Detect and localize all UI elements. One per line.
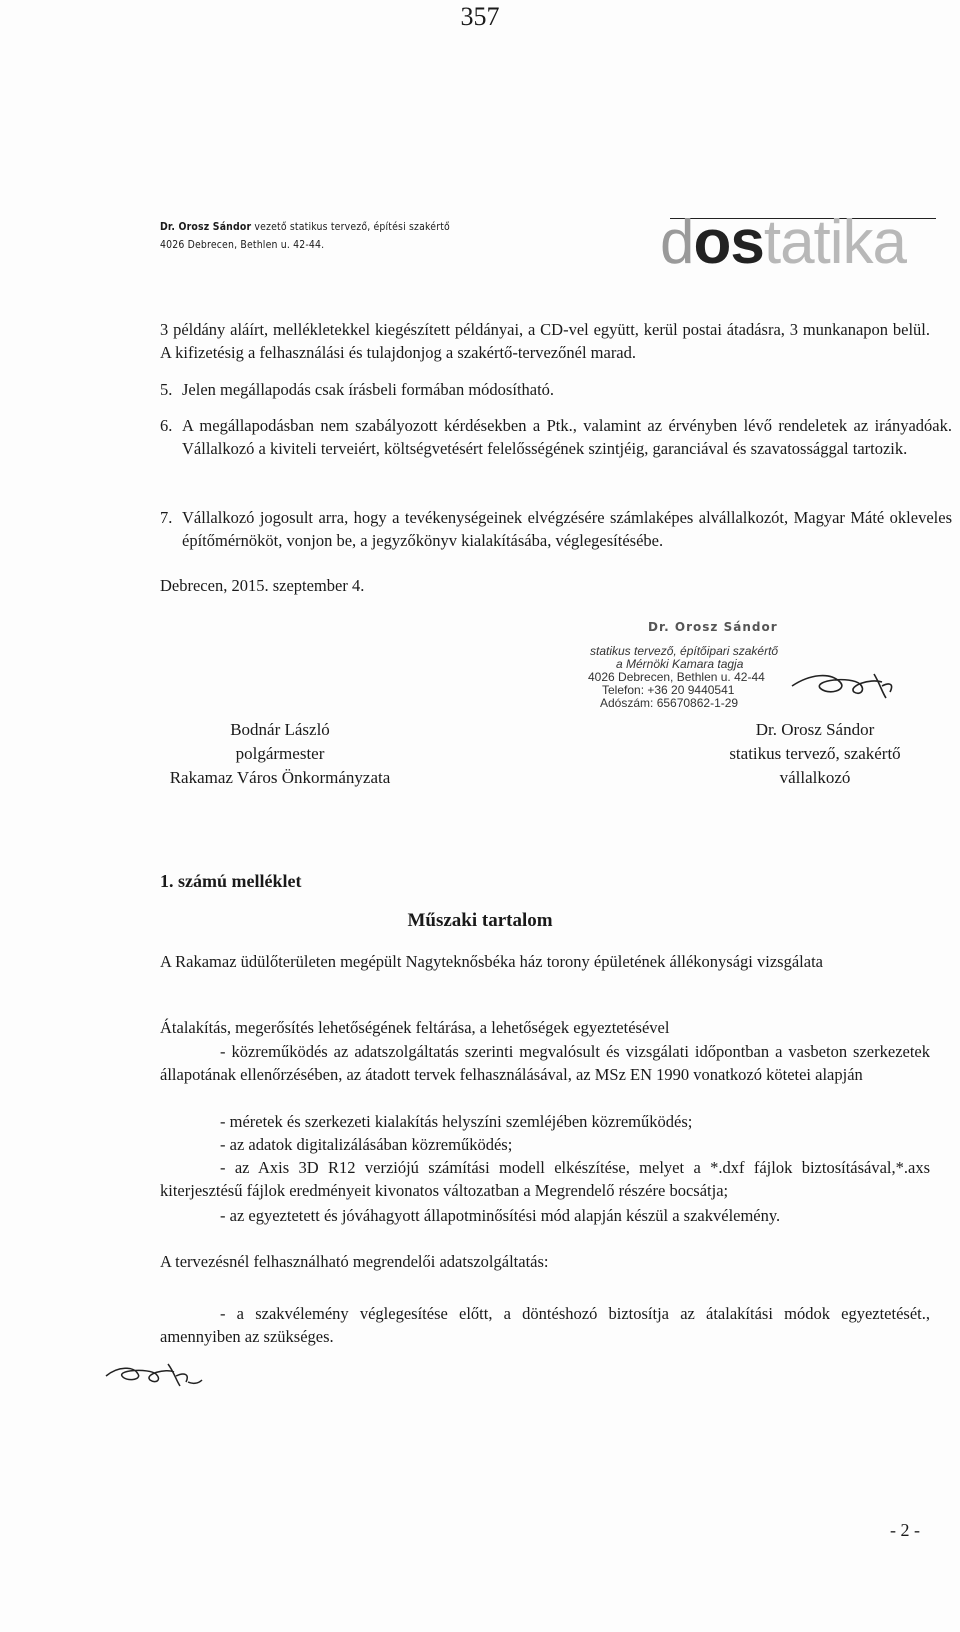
signature-left — [130, 718, 430, 790]
header-name-role: vezető statikus tervező, építési szakértő — [254, 220, 450, 233]
header-name — [160, 220, 450, 233]
item-5-number: 5. — [160, 380, 173, 399]
stamp-line-3: 4026 Debrecen, Bethlen u. 42-44 — [588, 670, 765, 684]
signature-right-title: statikus tervező, szakértő — [729, 744, 901, 763]
signature-left-org: Rakamaz Város Önkormányzata — [169, 768, 391, 787]
item-6-text: A megállapodásban nem szabályozott kérdésekben a Ptk., valamint az érvényben lévő rendeletek az irányadóak. Vállalkozó a kiviteli terveiért, költségvetésért felelősségének szintjéig, garanciával és szavatossággal tartozik. — [182, 416, 952, 458]
appendix-bullet-3: - az adatok digitalizálásában közreműködés; — [220, 1135, 513, 1154]
page-number: 357 — [460, 2, 500, 31]
logo-part-1: d — [660, 208, 694, 277]
stamp-line-5: Adószám: 65670862-1-29 — [600, 696, 739, 710]
item-5 — [160, 378, 930, 401]
logo-part-2: os — [693, 208, 764, 277]
item-7 — [160, 506, 952, 552]
stamp-title: Dr. Orosz Sándor — [648, 620, 778, 634]
signature-right-name: Dr. Orosz Sándor — [755, 720, 875, 739]
appendix-intro: Átalakítás, megerősítés lehetőségének feltárása, a lehetőségek egyeztetésével — [160, 1018, 670, 1037]
dostatika-logo — [660, 208, 907, 277]
footer-page-number: - 2 - — [890, 1520, 920, 1540]
appendix-bullet-2: - méretek és szerkezeti kialakítás helyszíni szemléjében közreműködés; — [220, 1112, 693, 1131]
stamp-line-4: Telefon: +36 20 9440541 — [602, 683, 735, 697]
item-6 — [160, 414, 952, 460]
item-7-text: Vállalkozó jogosult arra, hogy a tevékenységeinek elvégzésére számlaképes alvállalkozót, Magyar Máté okleveles építőmérnököt, vonjon be, a jegyzőkönyv kialakításába, véglegesítésébe. — [182, 508, 952, 550]
stamp-line-1: statikus tervező, építőipari szakértő — [590, 644, 779, 658]
item-6-number: 6. — [160, 416, 173, 435]
place-date: Debrecen, 2015. szeptember 4. — [160, 576, 365, 595]
data-item: - a szakvélemény véglegesítése előtt, a döntéshozó biztosítja az átalakítási módok egyeztetését., amennyiben az szükséges. — [160, 1304, 930, 1346]
logo-part-3: tatika — [763, 208, 907, 277]
signature-left-name: Bodnár László — [230, 720, 330, 739]
signature-right-image — [790, 664, 900, 704]
item-7-number: 7. — [160, 508, 173, 527]
initials-signature-image — [104, 1358, 204, 1388]
appendix-bullet-1: - közreműködés az adatszolgáltatás szerinti megvalósult és vizsgálati időpontban a vasbeton szerkezetek állapotának ellenőrzésében, az átadott tervek felhasználásával, az MSz EN 1990 vonatkozó kötetei alapján — [160, 1042, 930, 1084]
signature-right-org: vállalkozó — [779, 768, 851, 787]
paragraph-copies: 3 példány aláírt, mellékletekkel kiegészített példányai, a CD-vel együtt, kerül postai átadásra, 3 munkanapon belül. A kifizetésig a felhasználási és tulajdonjog a szakértő-tervezőnél marad. — [160, 320, 930, 362]
appendix-bullet-4: - az Axis 3D R12 verziójú számítási modell elkészítése, melyet a *.dxf fájlok biztosításával,*.axs kiterjesztésű fájlok eredményeit kivonatos változatban a Megrendelő részére bocsátja; — [160, 1158, 930, 1200]
appendix-bullet-5: - az egyeztetett és jóváhagyott állapotminősítési mód alapján készül a szakvélemény. — [220, 1206, 781, 1225]
appendix-subject: A Rakamaz üdülőterületen megépült Nagyteknősbéka ház torony épületének állékonysági vizsgálata — [160, 952, 823, 971]
data-heading: A tervezésnél felhasználható megrendelői adatszolgáltatás: — [160, 1252, 549, 1271]
header-name-bold: Dr. Orosz Sándor — [160, 220, 252, 233]
signature-right — [680, 718, 950, 790]
stamp-line-2: a Mérnöki Kamara tagja — [616, 657, 744, 671]
header-address: 4026 Debrecen, Bethlen u. 42-44. — [160, 238, 325, 251]
appendix-label: 1. számú melléklet — [160, 871, 302, 891]
item-5-text: Jelen megállapodás csak írásbeli formában módosítható. — [182, 380, 555, 399]
signature-left-title: polgármester — [235, 744, 325, 763]
appendix-heading: Műszaki tartalom — [407, 910, 553, 931]
